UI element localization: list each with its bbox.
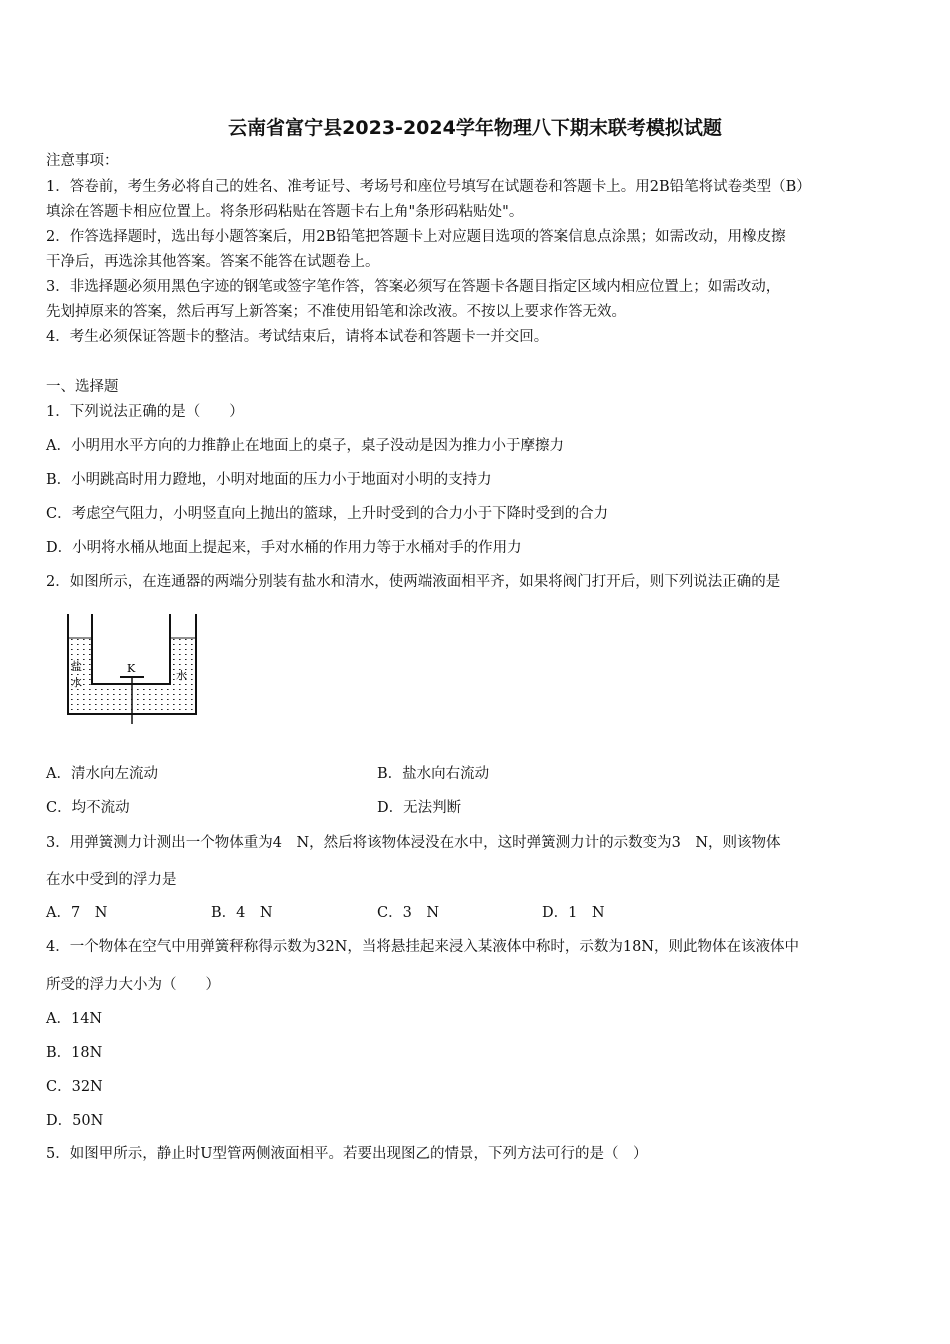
saltwater-fill	[68, 638, 92, 712]
question-4-option-d: D．50N	[46, 1113, 104, 1129]
section-heading: 一、选择题	[46, 379, 119, 395]
question-4-stem: 4．一个物体在空气中用弹簧秤称得示数为32N，当将悬挂起来浸入某液体中称时，示数为18N，则此物体在该液体中	[46, 939, 799, 955]
freshwater-label: 水	[176, 669, 187, 682]
question-2-option-d: D．无法判断	[377, 800, 462, 816]
question-3-option-d: D．1 N	[542, 905, 605, 921]
question-1-stem: 1．下列说法正确的是（ ）	[46, 404, 244, 420]
question-3-stem: 3．用弹簧测力计测出一个物体重为4 N，然后将该物体浸没在水中，这时弹簧测力计的示数变为3 N，则该物体	[46, 835, 781, 851]
question-4-stem-cont: 所受的浮力大小为（ ）	[46, 977, 220, 993]
notice-heading: 注意事项：	[46, 153, 119, 169]
question-1-option-b: B．小明跳高时用力蹬地，小明对地面的压力小于地面对小明的支持力	[46, 472, 492, 488]
notice-line: 4．考生必须保证答题卡的整洁。考试结束后，请将本试卷和答题卡一并交回。	[46, 329, 549, 345]
question-5-stem: 5．如图甲所示，静止时U型管两侧液面相平。若要出现图乙的情景，下列方法可行的是（ ）	[46, 1146, 648, 1162]
valve-label: K	[127, 662, 136, 675]
question-4-option-b: B．18N	[46, 1045, 103, 1061]
question-4-option-a: A．14N	[46, 1011, 103, 1027]
notice-line: 干净后，再选涂其他答案。答案不能答在试题卷上。	[46, 254, 380, 270]
question-3-option-c: C．3 N	[377, 905, 440, 921]
question-3-stem-cont: 在水中受到的浮力是	[46, 872, 177, 888]
notice-line: 1．答卷前，考生务必将自己的姓名、准考证号、考场号和座位号填写在试题卷和答题卡上。用2B铅笔将试卷类型（B）	[46, 179, 811, 195]
question-1-option-a: A．小明用水平方向的力推静止在地面上的桌子，桌子没动是因为推力小于摩擦力	[46, 438, 564, 454]
notice-line: 填涂在答题卡相应位置上。将条形码粘贴在答题卡右上角"条形码粘贴处"。	[46, 204, 524, 220]
question-2-option-a: A．清水向左流动	[46, 766, 158, 782]
question-2-stem: 2．如图所示，在连通器的两端分别装有盐水和清水，使两端液面相平齐，如果将阀门打开后，则下列说法正确的是	[46, 574, 781, 590]
question-1-option-c: C．考虑空气阻力，小明竖直向上抛出的篮球，上升时受到的合力小于下降时受到的合力	[46, 506, 609, 522]
connected-vessel-diagram	[58, 612, 208, 724]
question-2-option-b: B．盐水向右流动	[377, 766, 490, 782]
saltwater-label-1: 盐	[71, 660, 82, 673]
notice-line: 先划掉原来的答案，然后再写上新答案；不准使用铅笔和涂改液。不按以上要求作答无效。	[46, 304, 626, 320]
question-2-option-c: C．均不流动	[46, 800, 130, 816]
notice-line: 2．作答选择题时，选出每小题答案后，用2B铅笔把答题卡上对应题目选项的答案信息点涂黑；如需改动，用橡皮擦	[46, 229, 786, 245]
saltwater-label-2: 水	[71, 676, 82, 689]
page-title: 云南省富宁县2023-2024学年物理八下期末联考模拟试题	[228, 117, 722, 139]
question-3-option-a: A．7 N	[46, 905, 108, 921]
notice-line: 3．非选择题必须用黑色字迹的钢笔或签字笔作答，答案必须写在答题卡各题目指定区域内相应位置上；如需改动，	[46, 279, 781, 295]
question-1-option-d: D．小明将水桶从地面上提起来，手对水桶的作用力等于水桶对手的作用力	[46, 540, 522, 556]
question-3-option-b: B．4 N	[211, 905, 273, 921]
question-4-option-c: C．32N	[46, 1079, 103, 1095]
bottom-liquid-fill	[92, 684, 170, 712]
